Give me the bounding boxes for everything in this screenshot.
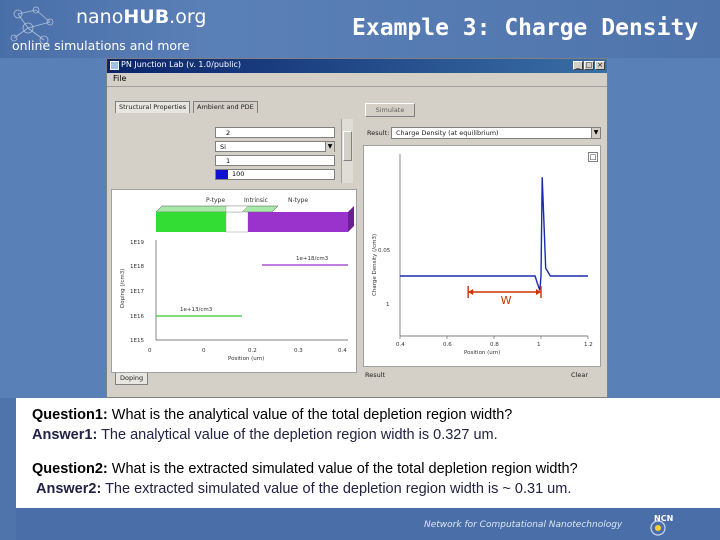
- depletion-width-annotation: [468, 286, 541, 307]
- chart-xtick: 0.6: [443, 342, 452, 348]
- width-label: W: [500, 294, 512, 307]
- chevron-down-icon[interactable]: ▼: [591, 128, 600, 138]
- result-select[interactable]: [391, 127, 601, 139]
- result-label: Result:: [367, 129, 390, 137]
- answer-1-text: The analytical value of the depletion region width is 0.327 um.: [101, 427, 498, 443]
- intrinsic-region[interactable]: [226, 212, 248, 232]
- n-type-region[interactable]: [248, 212, 348, 232]
- doping-ytick: 1E19: [130, 240, 144, 246]
- slider-fill: [216, 170, 228, 179]
- doping-xlabel: Position (um): [228, 356, 265, 362]
- clear-button[interactable]: Clear: [571, 371, 588, 379]
- answer-2-label: Answer2:: [36, 481, 102, 497]
- question-1-label: Question1:: [32, 407, 108, 423]
- doping-xtick: 0: [148, 348, 152, 354]
- question-2-text: What is the extracted simulated value of the total depletion region width?: [111, 461, 578, 477]
- minimize-button[interactable]: _: [573, 61, 583, 70]
- doping-xtick: 0: [202, 348, 206, 354]
- chart-axes: [372, 154, 588, 336]
- tab-structural-properties[interactable]: Structural Properties: [115, 101, 190, 113]
- doping-xtick: 0.3: [294, 348, 303, 354]
- charge-density-series: [400, 177, 588, 290]
- tab-doping[interactable]: Doping: [115, 373, 148, 385]
- ncn-logo-text: NCN: [654, 514, 674, 523]
- n-doping-annotation: 1e+18/cm3: [296, 256, 329, 262]
- material-select[interactable]: [215, 141, 335, 152]
- answer-1-label: Answer1:: [32, 427, 98, 443]
- doping-xtick: 0.4: [338, 348, 347, 354]
- brand-tagline: online simulations and more: [12, 38, 190, 53]
- p-type-label: P-type: [206, 197, 226, 204]
- result-value: Charge Density (at equilibrium): [396, 129, 499, 137]
- simulate-button[interactable]: Simulate: [365, 103, 415, 117]
- question-2-label: Question2:: [32, 461, 108, 477]
- doping-figure: [112, 190, 358, 374]
- chart-xtick: 1: [537, 342, 541, 348]
- collapse-icon[interactable]: □: [589, 153, 597, 161]
- charge-density-chart: [364, 146, 602, 368]
- param-scrollbar[interactable]: [341, 119, 353, 183]
- question-1: [32, 407, 512, 423]
- arrowhead-left: [468, 289, 473, 295]
- window-title: PN Junction Lab (v. 1.0/public): [121, 60, 242, 69]
- tab-ambient-pde[interactable]: Ambient and PDE: [193, 101, 258, 113]
- window-titlebar[interactable]: [107, 59, 607, 73]
- brand-name: nanoHUB.org: [76, 6, 207, 28]
- parameter-panel: [111, 117, 357, 183]
- right-band: [608, 58, 720, 398]
- menubar: [107, 73, 607, 87]
- doping-ytick: 1E17: [130, 289, 144, 295]
- material-value: Si: [220, 143, 226, 151]
- doping-xtick: 0.2: [248, 348, 257, 354]
- p-type-region[interactable]: [156, 212, 226, 232]
- n-nodes-slider[interactable]: [215, 169, 335, 180]
- app-icon: [110, 61, 119, 70]
- intrinsic-label: Intrinsic: [244, 197, 268, 204]
- question-1-text: What is the analytical value of the total depletion region width?: [111, 407, 513, 423]
- bar-side: [348, 206, 354, 232]
- chart-xtick: 1.2: [584, 342, 593, 348]
- close-button[interactable]: ×: [595, 61, 605, 70]
- chart-ylabel: Charge Density (/cm3): [372, 233, 378, 296]
- left-band: [0, 58, 106, 398]
- app-window: [106, 58, 608, 398]
- answer-2-text: The extracted simulated value of the depletion region width is ~ 0.31 um.: [105, 481, 572, 497]
- maximize-button[interactable]: □: [585, 61, 593, 69]
- doping-ytick: 1E15: [130, 338, 144, 344]
- answer-2: [36, 481, 571, 497]
- result-bottom-label: Result: [365, 371, 386, 379]
- left-column: [0, 398, 16, 540]
- intrinsic-nodes-input[interactable]: 2: [215, 127, 335, 138]
- nanohub-logo: [0, 0, 250, 58]
- footer-text: Network for Computational Nanotechnology: [424, 520, 623, 530]
- scroll-thumb[interactable]: [343, 131, 352, 161]
- menu-file[interactable]: File: [113, 74, 127, 83]
- n-nodes-value: 100: [232, 170, 245, 178]
- charge-density-panel: [363, 145, 601, 367]
- chart-xlabel: Position (um): [464, 350, 501, 356]
- chart-xtick: 0.4: [396, 342, 405, 348]
- chart-ytick: 0.05: [378, 248, 391, 254]
- question-2: [32, 461, 578, 477]
- doping-ytick: 1E16: [130, 314, 144, 320]
- n-type-label: N-type: [288, 197, 309, 204]
- doping-panel: [111, 189, 357, 373]
- chevron-down-icon[interactable]: ▼: [325, 142, 334, 152]
- chart-xticks: [396, 336, 593, 348]
- chart-ytick: 1: [386, 302, 390, 308]
- doping-ylabel: Doping (/cm3): [120, 268, 126, 308]
- doping-bar: [156, 197, 354, 232]
- answer-1: [32, 427, 498, 443]
- slide-title: Example 3: Charge Density: [352, 15, 699, 41]
- doping-ytick: 1E18: [130, 264, 144, 270]
- chart-xtick: 0.8: [490, 342, 499, 348]
- ncn-logo: [646, 512, 706, 538]
- n-length-input[interactable]: 1: [215, 155, 335, 166]
- p-doping-annotation: 1e+13/cm3: [180, 307, 213, 313]
- bar-top: [156, 206, 278, 212]
